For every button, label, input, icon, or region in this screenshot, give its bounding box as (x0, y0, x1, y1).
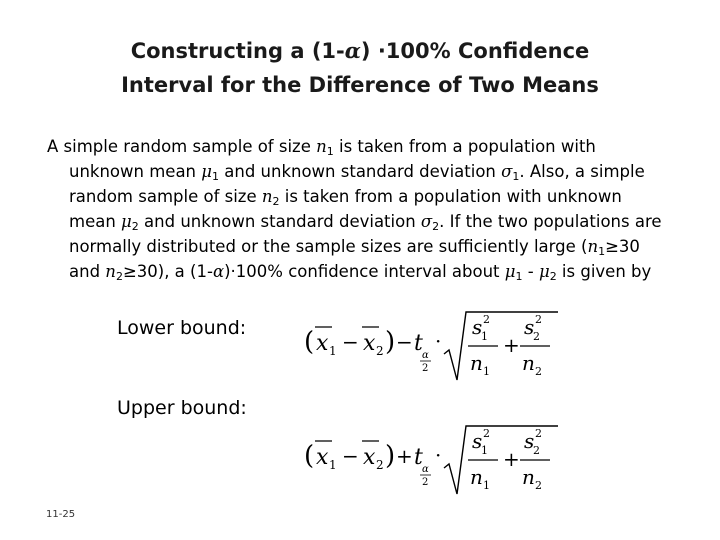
body-paragraph (47, 134, 667, 284)
svg-text:·: · (435, 329, 442, 353)
svg-text:2: 2 (376, 458, 384, 472)
svg-text:1: 1 (329, 344, 337, 358)
body-text: A simple random sample of size $n_1$ is taken from a population with unknown mean $\mu_1$ and unknown standard deviation $\sigma_1$. Also, a simple random sample of size $n_2$ is taken from a population with unknown mean $\mu_2$ and unknown standard deviation $\sigma_2$. If the two populations are normally distributed or the sample sizes are sufficiently large ($n_1\ge 30$ and $n_2\ge 30$), a (1-α)·100% confidence interval about $\mu_1 - \mu_2$ is given by (47, 137, 662, 283)
svg-text:t: t (414, 445, 423, 470)
svg-text:2: 2 (422, 477, 429, 488)
svg-text:x: x (316, 331, 329, 356)
svg-text:t: t (414, 331, 423, 356)
svg-text:2: 2 (422, 363, 429, 374)
svg-text:1: 1 (329, 458, 337, 472)
svg-text:x: x (316, 445, 329, 470)
svg-text:+: + (503, 333, 520, 357)
svg-text:2: 2 (483, 313, 490, 326)
svg-text:(: ( (304, 441, 315, 471)
svg-text:n: n (470, 351, 483, 375)
svg-text:−: − (342, 444, 359, 468)
svg-text:s: s (472, 315, 483, 339)
svg-text:1: 1 (483, 479, 490, 492)
svg-text:): ) (385, 441, 396, 471)
lower-bound-formula (300, 304, 560, 386)
svg-text:n: n (522, 351, 535, 375)
svg-text:2: 2 (533, 444, 540, 457)
upper-bound-label: Upper bound: (117, 397, 247, 419)
svg-text:1: 1 (481, 330, 488, 343)
lower-bound-label: Lower bound: (117, 317, 247, 339)
page-number: 11-25 (46, 509, 76, 520)
svg-text:s: s (524, 315, 535, 339)
svg-text:−: − (396, 330, 413, 354)
svg-text:1: 1 (483, 365, 490, 378)
svg-text:·: · (435, 443, 442, 467)
svg-text:s: s (524, 429, 535, 453)
svg-text:x: x (363, 331, 376, 356)
svg-text:α: α (422, 350, 429, 361)
svg-text:s: s (472, 429, 483, 453)
svg-text:+: + (396, 444, 413, 468)
svg-text:(: ( (304, 327, 315, 357)
svg-text:2: 2 (483, 427, 490, 440)
svg-text:2: 2 (535, 365, 542, 378)
svg-text:2: 2 (535, 313, 542, 326)
svg-text:2: 2 (535, 479, 542, 492)
upper-bound-formula (300, 418, 560, 500)
svg-text:n: n (470, 465, 483, 489)
svg-text:1: 1 (481, 444, 488, 457)
svg-text:x: x (363, 445, 376, 470)
svg-text:2: 2 (376, 344, 384, 358)
title-line-2: Interval for the Difference of Two Means (121, 73, 599, 97)
svg-text:−: − (342, 330, 359, 354)
svg-text:2: 2 (535, 427, 542, 440)
svg-text:+: + (503, 447, 520, 471)
slide-title (40, 34, 680, 102)
svg-text:): ) (385, 327, 396, 357)
svg-text:n: n (522, 465, 535, 489)
title-line-1: Constructing a (1-α) ·100% Confidence (130, 38, 590, 63)
svg-text:2: 2 (533, 330, 540, 343)
svg-text:α: α (422, 464, 429, 475)
